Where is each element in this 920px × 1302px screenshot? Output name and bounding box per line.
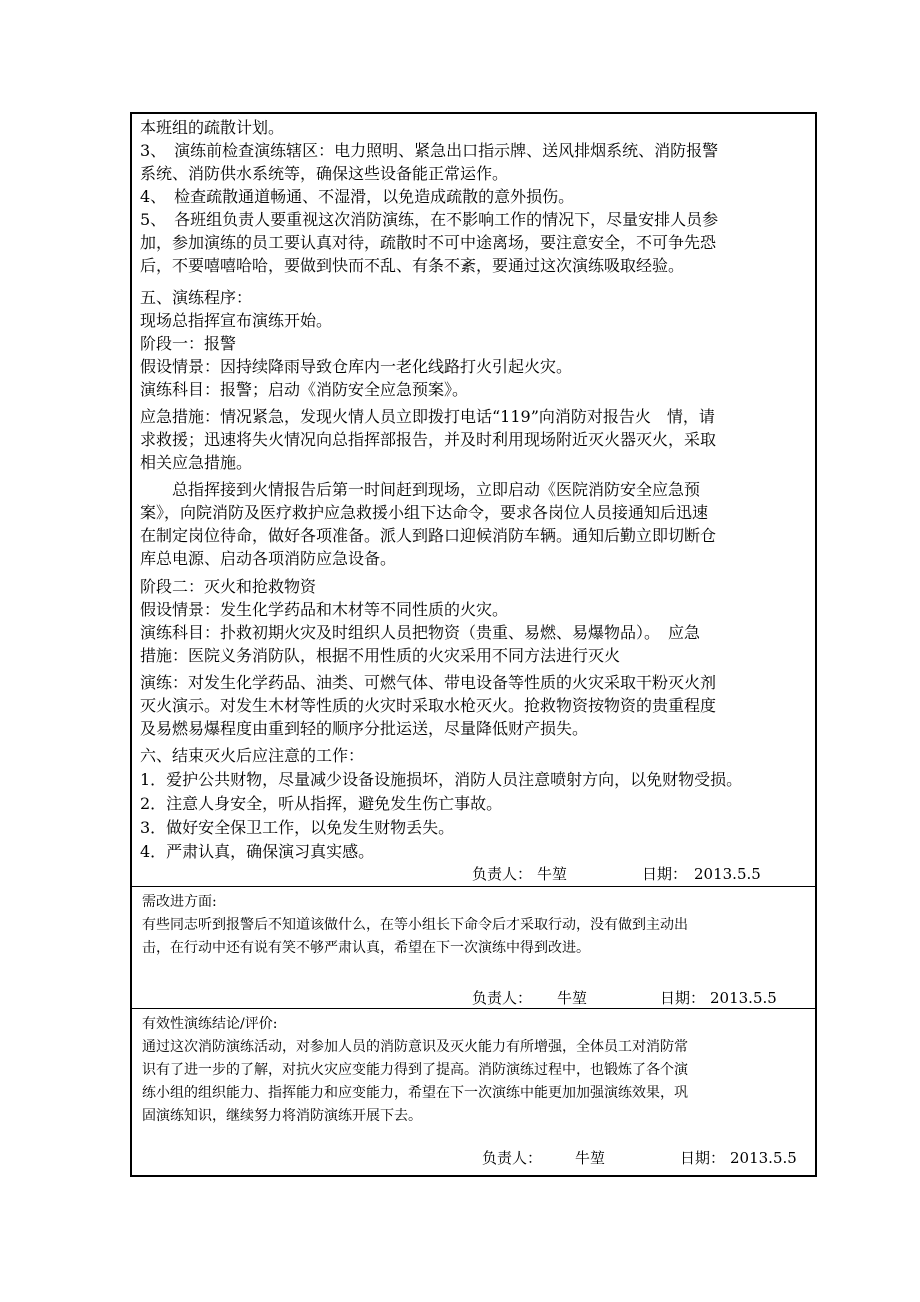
signer-label: 负责人： [482,1149,543,1167]
signer-name: 牛堃 [537,865,568,883]
text-line: 系统、消防供水系统等，确保这些设备能正常运作。 [140,164,509,183]
text-line: 假设情景：因持续降雨导致仓库内一老化线路打火引起火灾。 [140,357,573,376]
date-value: 2013.5.5 [694,865,761,883]
text-line: 灭火演示。对发生木材等性质的火灾时采取水枪灭火。抢救物资按物资的贵重程度 [140,696,717,715]
text-line: 求救援；迅速将失火情况向总指挥部报告，并及时利用现场附近灭火器灭火，采取 [140,430,717,449]
text-line: 案》，向院消防及医疗救护应急救援小组下达命令，要求各岗位人员接通知后迅速 [140,503,709,522]
date-value: 2013.5.5 [710,989,777,1007]
text-line: 识有了进一步的了解，对抗火灾应变能力得到了提高。消防演练过程中，也锻炼了各个演 [142,1062,688,1078]
text-line: 现场总指挥宣布演练开始。 [140,311,333,330]
text-line: 有些同志听到报警后不知道该做什么，在等小组长下命令后才采取行动，没有做到主动出 [142,917,688,933]
text-line: 固演练知识，继续努力将消防演练开展下去。 [142,1108,422,1124]
text-line: 4．严肃认真，确保演习真实感。 [140,842,375,861]
date-value: 2013.5.5 [730,1149,797,1167]
text-line: 3．做好安全保卫工作，以免发生财物丢失。 [140,818,455,837]
text-line: 假设情景：发生化学药品和木材等不同性质的火灾。 [140,600,509,619]
signer-name: 牛堃 [557,989,588,1007]
drill-record-table [130,112,817,1177]
text-line: 本班组的疏散计划。 [140,118,285,137]
text-line: 2．注意人身安全，听从指挥，避免发生伤亡事故。 [140,794,503,813]
text-line: 五、演练程序： [140,288,253,307]
text-line: 六、结束灭火后应注意的工作： [140,746,365,765]
text-line: 在制定岗位待命，做好各项准备。派人到路口迎候消防车辆。通知后勤立即切断仓 [140,526,717,545]
text-line: 击，在行动中还有说有笑不够严肃认真，希望在下一次演练中得到改进。 [142,940,590,956]
text-line: 阶段二：灭火和抢救物资 [140,577,317,596]
text-line: 相关应急措施。 [140,453,253,472]
text-line: 演练：对发生化学药品、油类、可燃气体、带电设备等性质的火灾采取干粉灭火剂 [140,673,717,692]
date-label: 日期： [680,1149,726,1167]
text-line: 及易燃易爆程度由重到轻的顺序分批运送，尽量降低财产损失。 [140,719,589,738]
text-line: 演练科目：报警；启动《消防安全应急预案》。 [140,380,469,399]
text-line: 后，不要嘻嘻哈哈，要做到快而不乱、有条不紊，要通过这次演练吸取经验。 [140,256,685,275]
text-line: 4、 检查疏散通道畅通、不湿滑，以免造成疏散的意外损伤。 [140,187,575,206]
text-line: 通过这次消防演练活动，对参加人员的消防意识及灭火能力有所增强，全体员工对消防常 [142,1039,688,1055]
text-line: 3、 演练前检查演练辖区：电力照明、紧急出口指示牌、送风排烟系统、消防报警 [140,141,719,160]
signer-name: 牛堃 [575,1149,606,1167]
date-label: 日期： [660,989,706,1007]
text-line: 库总电源、启动各项消防应急设备。 [140,549,397,568]
section-heading: 需改进方面: [142,894,217,910]
text-line: 应急措施：情况紧急，发现火情人员立即拨打电话“119”向消防对报告火 情，请 [140,407,715,426]
text-line: 5、 各班组负责人要重视这次消防演练，在不影响工作的情况下，尽量安排人员参 [140,210,719,229]
section-divider [132,1008,815,1009]
signer-label: 负责人： [472,865,533,883]
text-line: 1．爱护公共财物，尽量减少设备设施损坏，消防人员注意喷射方向，以免财物受损。 [140,770,743,789]
section-divider [132,886,815,887]
text-line: 阶段一：报警 [140,334,237,353]
section-heading: 有效性演练结论/评价: [142,1016,278,1032]
text-line: 演练科目：扑救初期火灾及时组织人员把物资（贵重、易燃、易爆物品）。 应急 [140,623,701,642]
signer-label: 负责人： [472,989,533,1007]
text-line: 措施：医院义务消防队，根据不用性质的火灾采用不同方法进行灭火 [140,646,621,665]
text-line: 加，参加演练的员工要认真对待，疏散时不可中途离场，要注意安全，不可争先恐 [140,233,717,252]
date-label: 日期： [642,865,688,883]
text-line: 练小组的组织能力、指挥能力和应变能力，希望在下一次演练中能更加加强演练效果，巩 [142,1085,688,1101]
text-line: 总指挥接到火情报告后第一时间赶到现场，立即启动《医院消防安全应急预 [140,480,701,499]
